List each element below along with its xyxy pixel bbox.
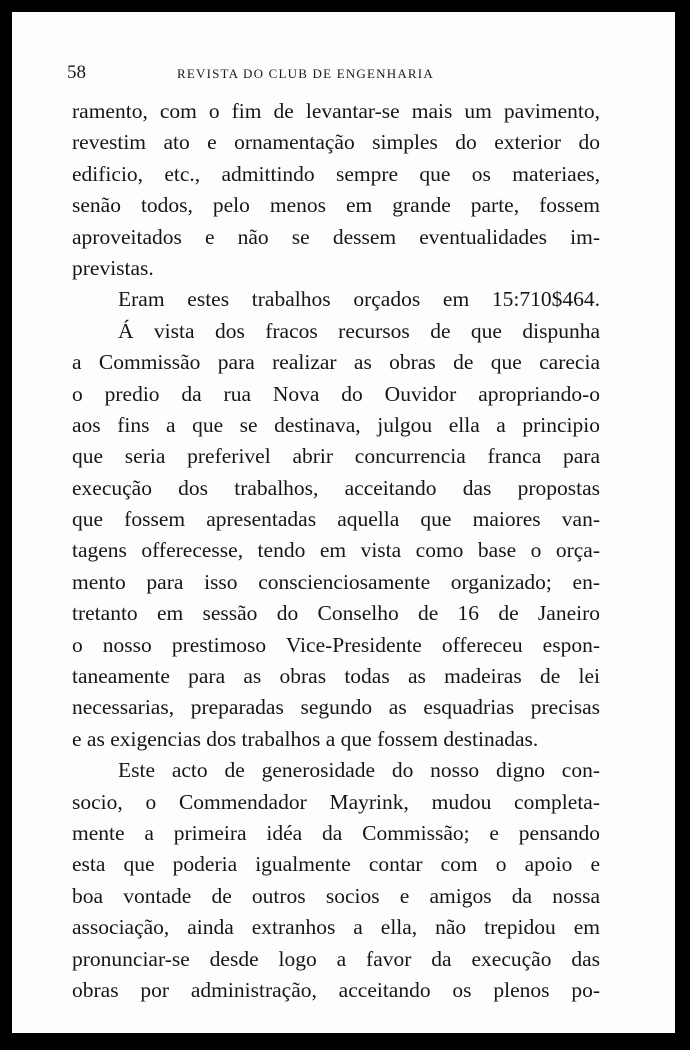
text-line: socio, o Commendador Mayrink, mudou completa- [72,789,600,814]
text-line: o predio da rua Nova do Ouvidor apropriando-o [72,381,600,406]
paragraph [72,284,600,315]
text-line: mento para isso conscienciosamente organizado; en- [72,569,600,594]
text-line: obras por administração, acceitando os plenos po- [72,977,600,1002]
page-header [67,62,622,92]
text-line: a Commissão para realizar as obras de que carecia [72,350,600,375]
body-text [72,96,600,1006]
text-line: necessarias, preparadas segundo as esquadrias precisas [72,695,600,720]
text-line: ramento, com o fim de levantar-se mais um pavimento, [72,99,600,123]
text-line: e as exigencias dos trabalhos a que fossem destinadas. [72,726,539,751]
text-line: execução dos trabalhos, acceitando das propostas [72,475,600,500]
running-title: REVISTA DO CLUB DE ENGENHARIA [177,66,434,81]
text-line: previstas. [72,255,154,280]
paragraph [72,755,600,1006]
book-page [12,12,675,1033]
text-line: tagens offerecesse, tendo em vista como base o orça- [72,538,600,563]
text-line: revestim ato e ornamentação simples do exterior do [72,130,600,155]
paragraph [72,96,600,284]
text-line: taneamente para as obras todas as madeiras de lei [72,664,600,689]
text-line: associação, ainda extranhos a ella, não trepidou em [72,915,600,940]
text-line: Eram estes trabalhos orçados em 15:710$464. [118,287,600,312]
text-line: que seria preferivel abrir concurrencia franca para [72,444,600,469]
text-line: pronunciar-se desde logo a favor da execução das [72,946,600,971]
text-line: boa vontade de outros socios e amigos da nossa [72,883,600,908]
text-line: Este acto de generosidade do nosso digno con- [118,758,600,783]
text-line: Á vista dos fracos recursos de que dispunha [118,318,600,343]
page-number: 58 [67,62,86,83]
text-line: que fossem apresentadas aquella que maiores van- [72,507,600,532]
text-line: o nosso prestimoso Vice-Presidente offereceu espon- [72,632,600,657]
text-line: aos fins a que se destinava, julgou ella a principio [72,412,600,437]
text-line: senão todos, pelo menos em grande parte, fossem [72,193,600,218]
text-line: mente a primeira idéa da Commissão; e pensando [72,820,600,845]
text-line: tretanto em sessão do Conselho de 16 de Janeiro [72,601,600,626]
text-line: esta que poderia igualmente contar com o apoio e [72,852,600,877]
paragraph [72,316,600,755]
text-line: edificio, etc., admittindo sempre que os materiaes, [72,161,600,186]
text-line: aproveitados e não se dessem eventualidades im- [72,224,600,249]
